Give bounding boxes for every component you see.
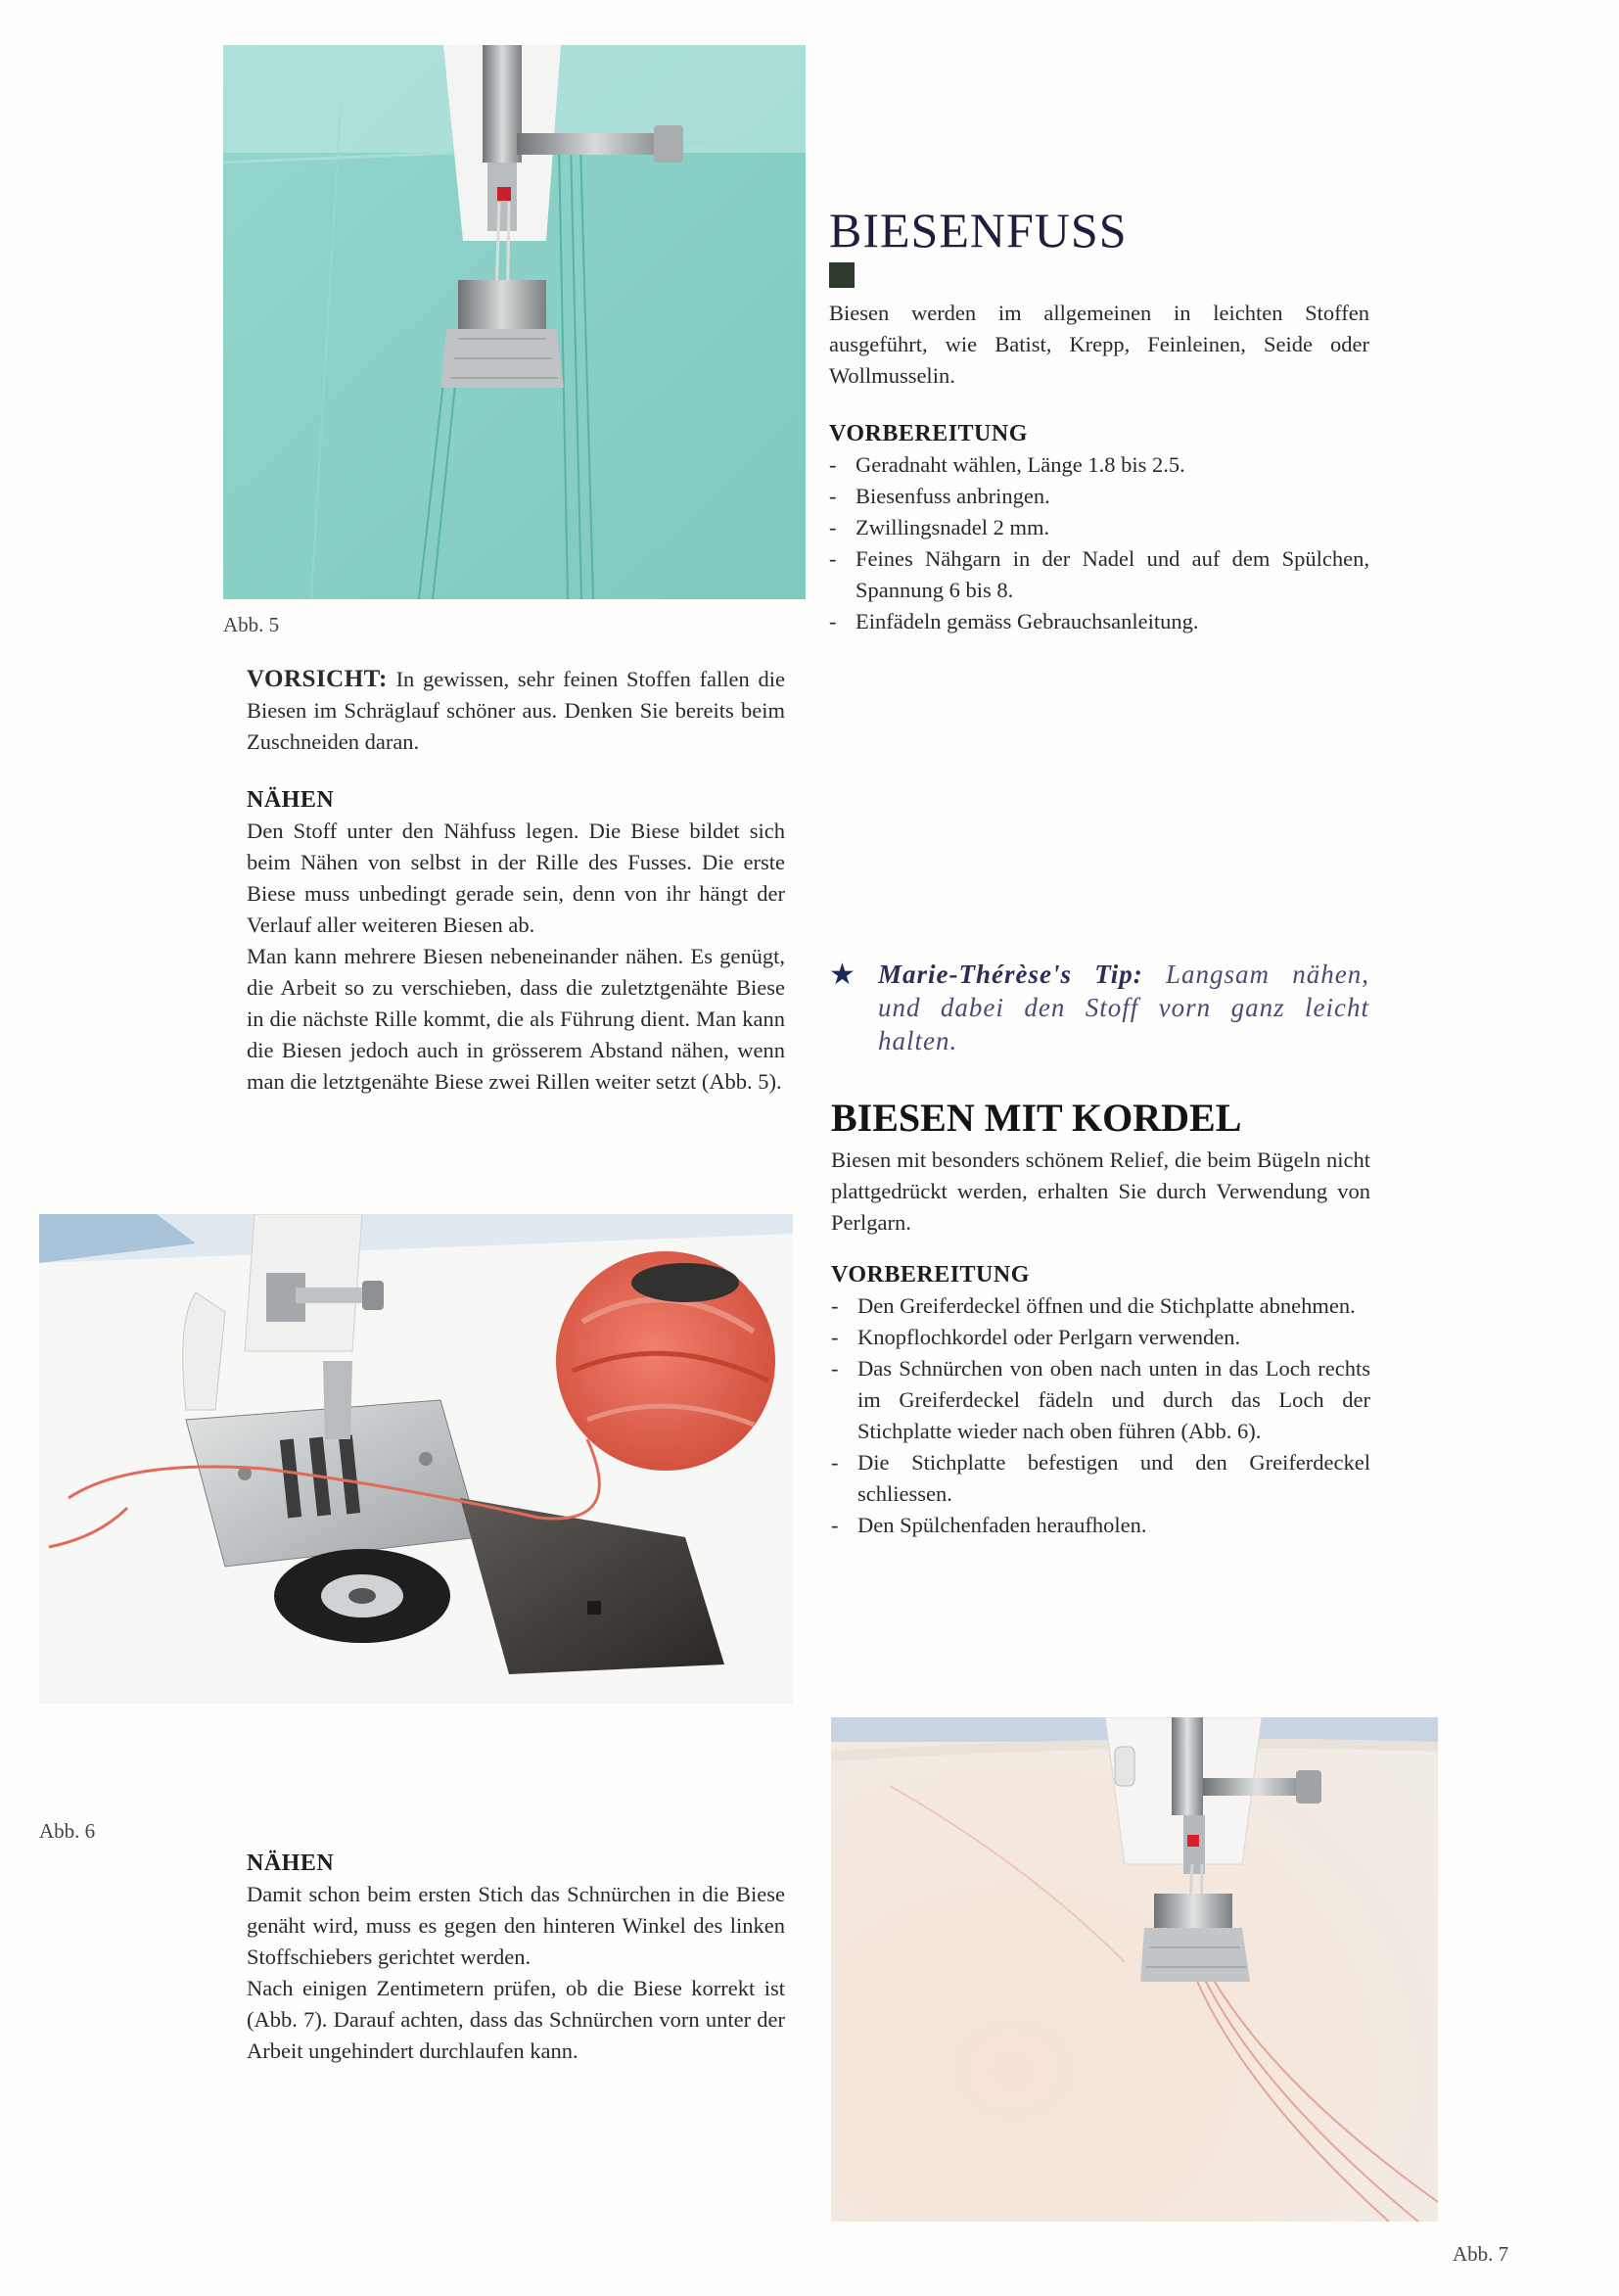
caption-abb5: Abb. 5 <box>223 613 280 636</box>
section-naehen-2 <box>247 1851 785 2067</box>
section-biesenfuss <box>829 202 1369 637</box>
list-vorbereitung-2 <box>831 1290 1370 1541</box>
photo-abb7 <box>831 1717 1438 2222</box>
vorsicht-label: VORSICHT: <box>247 666 388 692</box>
section-kordel <box>831 1095 1370 1541</box>
tip-author: Marie-Thérèse's Tip: <box>878 960 1143 989</box>
heading-biesenfuss: BIESENFUSS <box>829 203 1128 258</box>
list-item: - Geradnaht wählen, Länge 1.8 bis 2.5. <box>829 449 1369 481</box>
heading-kordel: BIESEN MIT KORDEL <box>831 1096 1242 1140</box>
naehen-2-paragraph-2: Nach einigen Zentimetern prüfen, ob die Biese korrekt ist (Abb. 7). Darauf achten, dass das Schnürchen vorn unter der Arbeit ungehindert durchlaufen kann. <box>247 1976 785 2063</box>
subhead-vorbereitung-2: VORBEREITUNG <box>831 1262 1030 1288</box>
subhead-naehen-1: NÄHEN <box>247 787 335 813</box>
list-item: - Knopflochkordel oder Perlgarn verwenden. <box>831 1322 1370 1353</box>
naehen-1-paragraph-1: Den Stoff unter den Nähfuss legen. Die Biese bildet sich beim Nähen von selbst in der Rille des Fusses. Die erste Biese muss unbedingt gerade sein, denn von ihr hängt der Verlauf aller weiteren Biesen ab. <box>247 819 785 937</box>
section-left-text <box>247 664 785 1098</box>
caption-abb7: Abb. 7 <box>1453 2242 1509 2266</box>
caption-abb6: Abb. 6 <box>39 1819 96 1843</box>
naehen-1-paragraph-2: Man kann mehrere Biesen nebeneinander nähen. Es genügt, die Arbeit so zu verschieben, dass die zuletztgenähte Biese in die nächste Rille kommt, die als Führung dient. Man kann die Biesen jedoch auch in grösserem Abstand nähen, wenn man die letztgenähte Biese zwei Rillen weiter setzt (Abb. 5). <box>247 944 785 1094</box>
tip-box <box>829 958 1369 1057</box>
biesenfuss-intro: Biesen werden im allgemeinen in leichten Stoffen ausgeführt, wie Batist, Krepp, Feinleinen, Seide oder Wollmusselin. <box>829 301 1369 388</box>
subhead-naehen-2: NÄHEN <box>247 1851 335 1876</box>
naehen-2-paragraph-1: Damit schon beim ersten Stich das Schnürchen in die Biese genäht wird, muss es gegen den hinteren Winkel des linken Stoffschiebers gerichtet werden. <box>247 1882 785 1969</box>
list-item: - Feines Nähgarn in der Nadel und auf dem Spülchen, Spannung 6 bis 8. <box>829 543 1369 606</box>
list-item: - Biesenfuss anbringen. <box>829 481 1369 512</box>
list-item: - Den Spülchenfaden heraufholen. <box>831 1510 1370 1541</box>
vorsicht-paragraph <box>247 664 785 758</box>
tip-text-block <box>829 958 1369 1057</box>
list-item: - Den Greiferdeckel öffnen und die Stichplatte abnehmen. <box>831 1290 1370 1322</box>
kordel-intro: Biesen mit besonders schönem Relief, die beim Bügeln nicht plattgedrückt werden, erhalten Sie durch Verwendung von Perlgarn. <box>831 1148 1370 1235</box>
vorsicht-text: In gewissen, sehr feinen Stoffen fallen die Biesen im Schräglauf schöner aus. Denken Sie bereits beim Zuschneiden daran. <box>247 667 785 754</box>
list-item: - Das Schnürchen von oben nach unten in das Loch rechts im Greiferdeckel fädeln und durch das Loch der Stichplatte wieder nach oben führen (Abb. 6). <box>831 1353 1370 1447</box>
list-item: - Einfädeln gemäss Gebrauchsanleitung. <box>829 606 1369 637</box>
list-item: - Die Stichplatte befestigen und den Greiferdeckel schliessen. <box>831 1447 1370 1510</box>
star-icon: ★ <box>829 958 856 992</box>
photo-abb6 <box>39 1214 793 1704</box>
tip-text: Langsam nähen, und dabei den Stoff vorn ganz leicht halten. <box>878 960 1369 1055</box>
list-vorbereitung-1 <box>829 449 1369 637</box>
photo-abb5 <box>223 45 806 599</box>
subhead-vorbereitung-1: VORBEREITUNG <box>829 421 1028 446</box>
accent-square <box>829 262 855 288</box>
list-item: - Zwillingsnadel 2 mm. <box>829 512 1369 543</box>
